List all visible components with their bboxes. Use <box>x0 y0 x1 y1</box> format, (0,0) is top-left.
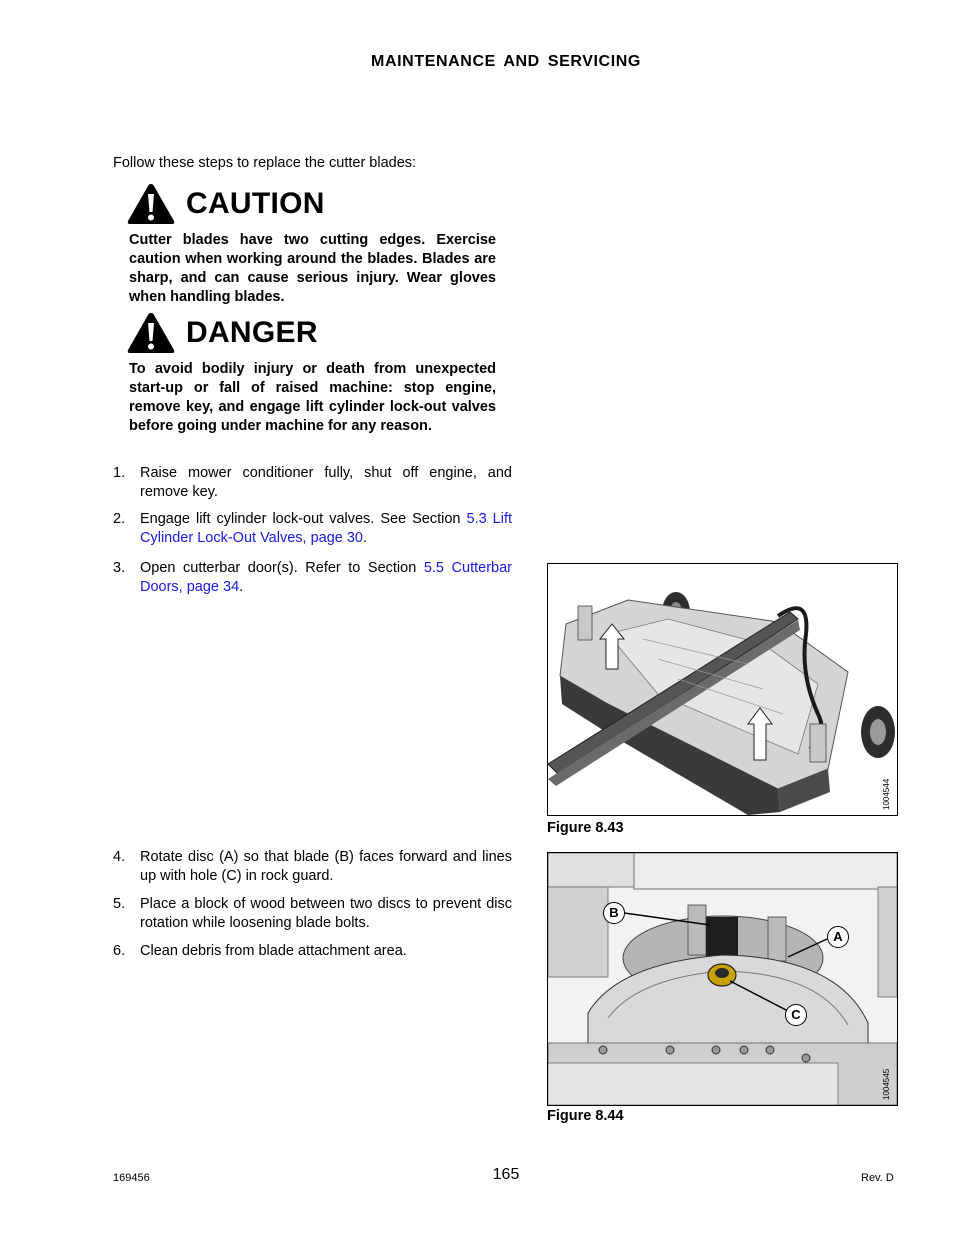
step-number: 4. <box>113 849 126 865</box>
callout-a: A <box>827 926 849 948</box>
step-number: 6. <box>113 943 126 959</box>
warning-triangle-icon <box>126 182 176 226</box>
callout-b: B <box>603 902 625 924</box>
caution-title: CAUTION <box>186 187 325 220</box>
step-number: 2. <box>113 511 126 527</box>
step-text-pre: Open cutterbar door(s). Refer to Section <box>140 560 424 576</box>
step-text: Clean debris from blade attachment area. <box>140 943 407 959</box>
step-6 <box>113 942 512 961</box>
step-number: 1. <box>113 465 126 481</box>
step-text <box>140 559 512 597</box>
step-3 <box>113 559 512 597</box>
intro-text: Follow these steps to replace the cutter blades: <box>113 155 417 171</box>
step-5 <box>113 895 512 933</box>
step-text: Rotate disc (A) so that blade (B) faces forward and lines up with hole (C) in rock guard. <box>140 849 512 884</box>
step-text: Raise mower conditioner fully, shut off engine, and remove key. <box>140 465 512 500</box>
step-text-pre: Engage lift cylinder lock-out valves. See Section <box>140 511 467 527</box>
figure-image-id: 1004545 <box>882 1068 891 1100</box>
figure-8-43-image <box>547 563 898 816</box>
step-1 <box>113 464 512 502</box>
section-link-5-3[interactable]: 5.3 Lift Cylinder Lock-Out Valves, page 30 <box>140 511 512 546</box>
step-text <box>140 510 512 548</box>
step-text-post: . <box>239 579 244 595</box>
revision-label: Rev. D <box>861 1172 894 1184</box>
step-number: 5. <box>113 896 126 912</box>
section-header: MAINTENANCE AND SERVICING <box>371 53 641 70</box>
step-text: Place a block of wood between two discs to prevent disc rotation while loosening blade bolts. <box>140 896 512 931</box>
step-text-post: . <box>363 530 368 546</box>
section-link-5-5[interactable]: 5.5 Cutterbar Doors, page 34 <box>140 560 512 595</box>
document-number: 169456 <box>113 1172 150 1184</box>
figure-8-44-image <box>547 852 898 1106</box>
figure-image-id: 1004544 <box>882 778 891 810</box>
page-number: 165 <box>492 1166 520 1183</box>
step-2 <box>113 510 512 548</box>
step-4 <box>113 848 512 886</box>
figure-8-43-caption: Figure 8.43 <box>547 820 624 836</box>
caution-box <box>126 182 496 307</box>
callout-c: C <box>785 1004 807 1026</box>
danger-title: DANGER <box>186 316 318 349</box>
step-number: 3. <box>113 560 126 576</box>
warning-triangle-icon <box>126 311 176 355</box>
figure-8-44-caption: Figure 8.44 <box>547 1108 624 1124</box>
caution-text: Cutter blades have two cutting edges. Exercise caution when working around the blades. Blades are sharp, and can cause serious injury. Wear gloves when handling blades. <box>129 232 496 305</box>
danger-box <box>126 311 496 436</box>
danger-text: To avoid bodily injury or death from unexpected start-up or fall of raised machine: stop engine, remove key, and engage lift cylinder lock-out valves before going under machine for any reason. <box>129 361 496 434</box>
